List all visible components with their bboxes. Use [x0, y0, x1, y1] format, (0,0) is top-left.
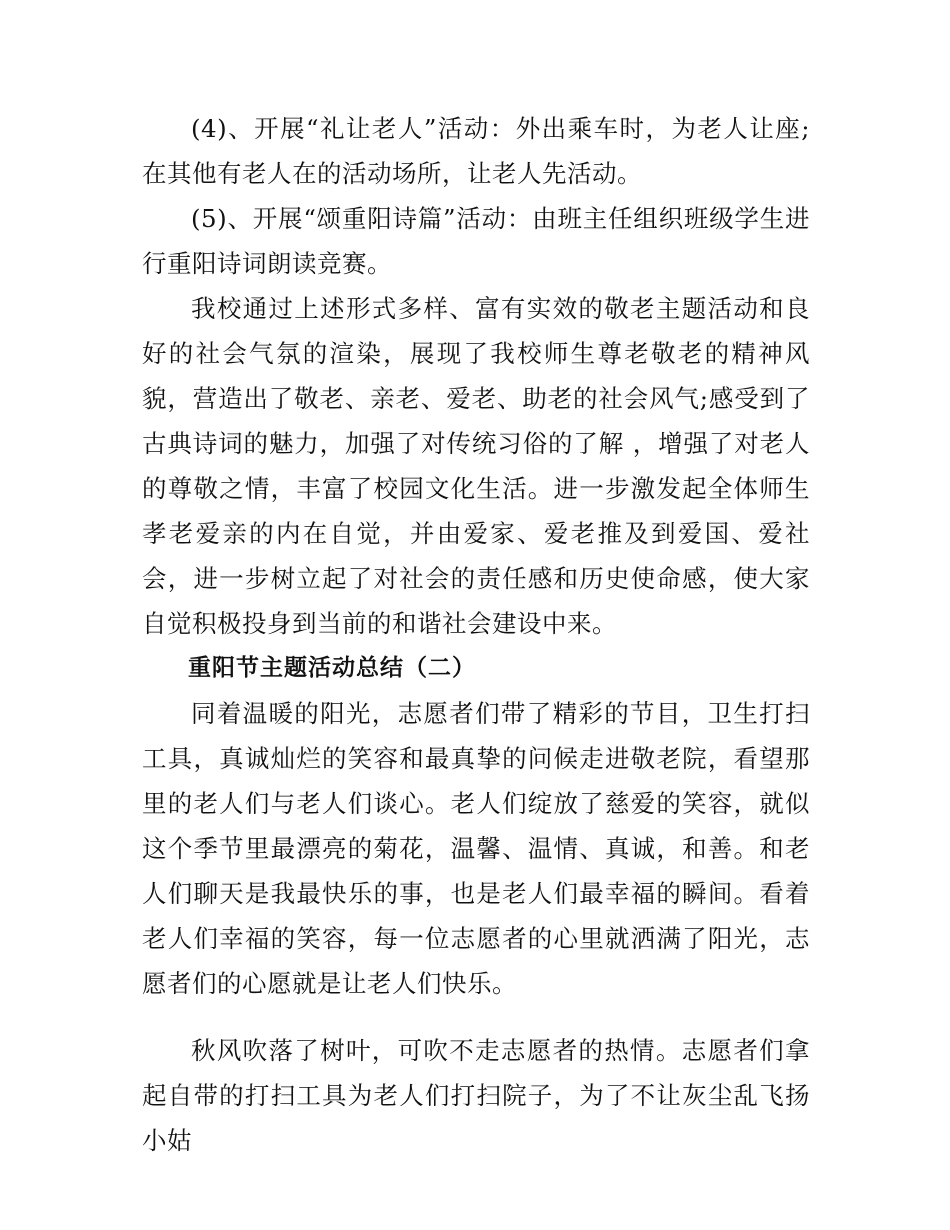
section-heading: 重阳节主题活动总结（二）	[188, 655, 476, 681]
paragraph-volunteers-visit: 同着温暖的阳光，志愿者们带了精彩的节目，卫生打扫工具，真诚灿烂的笑容和最真挚的问候走进敬老院，看望那里的老人们与老人们谈心。老人们绽放了慈爱的笑容，就似这个季节里最漂亮的菊花，温馨、温情、真诚，和善。和老人们聊天是我最快乐的事，也是老人们最幸福的瞬间。看着老人们幸福的笑容，每一位志愿者的心里就洒满了阳光，志愿者们的心愿就是让老人们快乐。	[142, 699, 810, 998]
paragraph-activity-4: (4)、开展“礼让老人”活动：外出乘车时，为老人让座;在其他有老人在的活动场所，让老人先活动。	[142, 114, 810, 188]
document-body	[142, 106, 810, 1163]
paragraph-activity-5: (5)、开展“颂重阳诗篇”活动：由班主任组织班级学生进行重阳诗词朗读竞赛。	[142, 204, 810, 278]
paragraph-school-summary: 我校通过上述形式多样、富有实效的敬老主题活动和良好的社会气氛的渲染，展现了我校师生尊老敬老的精神风貌，营造出了敬老、亲老、爱老、助老的社会风气;感受到了古典诗词的魅力，加强了对传统习俗的了解 ，增强了对老人的尊敬之情，丰富了校园文化生活。进一步激发起全体师生孝老爱亲的内在自觉，并由爱家、爱老推及到爱国、爱社会，进一步树立起了对社会的责任感和历史使命感，使大家自觉积极投身到当前的和谐社会建设中来。	[142, 294, 810, 638]
paragraph-autumn-wind: 秋风吹落了树叶，可吹不走志愿者的热情。志愿者们拿起自带的打扫工具为老人们打扫院子，为了不让灰尘乱飞扬小姑	[142, 1036, 810, 1155]
